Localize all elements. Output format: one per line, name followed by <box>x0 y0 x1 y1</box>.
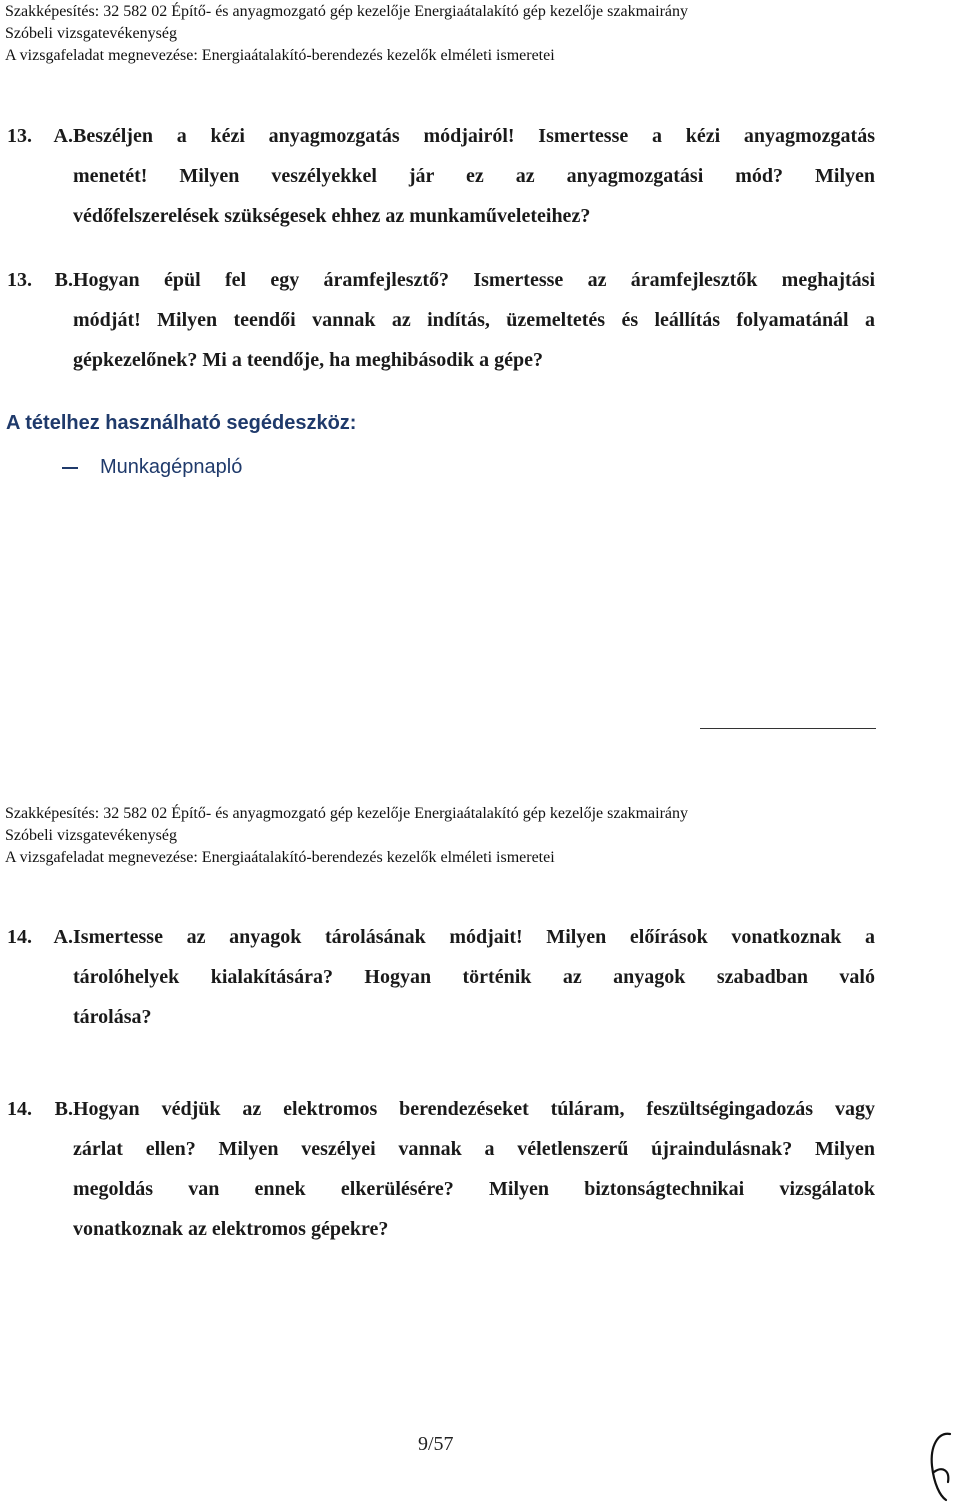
question-text-line: megoldás van ennek elkerülésére? Milyen biztonságtechnikai vizsgálatok <box>73 1178 875 1200</box>
question-text-line: Hogyan védjük az elektromos berendezéseket túláram, feszültségingadozás vagy <box>73 1098 875 1120</box>
question-text-line: tárolóhelyek kialakítására? Hogyan történik az anyagok szabadban való <box>73 966 875 988</box>
question-text-line: zárlat ellen? Milyen veszélyei vannak a véletlenszerű újraindulásnak? Milyen <box>73 1138 875 1160</box>
header-line-3: A vizsgafeladat megnevezése: Energiaátalakító-berendezés kezelők elméleti ismeretei <box>5 849 555 866</box>
header-line-1: Szakképesítés: 32 582 02 Építő- és anyagmozgató gép kezelője Energiaátalakító gép kezelője szakmairány <box>5 805 689 822</box>
aid-heading: A tételhez használható segédeszköz: <box>6 412 357 434</box>
question-text-line: gépkezelőnek? Mi a teendője, ha meghibásodik a gépe? <box>73 349 543 371</box>
question-text-line: menetét! Milyen veszélyekkel jár ez az anyagmozgatási mód? Milyen <box>73 165 875 187</box>
dash-bullet-icon <box>62 467 78 469</box>
question-text-line: védőfelszerelések szükségesek ehhez az munkaműveleteihez? <box>73 205 591 227</box>
question-14a <box>7 917 875 1037</box>
question-text-line: tárolása? <box>73 1006 152 1028</box>
question-label: 13. B. <box>7 269 73 291</box>
question-text-line: módját! Milyen teendői vannak az indítás, üzemeltetés és leállítás folyamatánál a <box>73 309 875 331</box>
question-label: 14. A. <box>7 926 73 948</box>
question-13b <box>7 260 875 380</box>
separator-line <box>700 728 876 729</box>
aid-item-label: Munkagépnapló <box>100 456 243 478</box>
question-14b <box>7 1089 875 1249</box>
question-label: 14. B. <box>7 1098 73 1120</box>
question-label: 13. A. <box>7 125 73 147</box>
signature-mark <box>920 1426 960 1506</box>
header-line-3: A vizsgafeladat megnevezése: Energiaátalakító-berendezés kezelők elméleti ismeretei <box>5 47 555 64</box>
question-13a <box>7 116 875 236</box>
question-text-line: Hogyan épül fel egy áramfejlesztő? Ismertesse az áramfejlesztők meghajtási <box>73 269 875 291</box>
question-text-line: Ismertesse az anyagok tárolásának módjait! Milyen előírások vonatkoznak a <box>73 926 875 948</box>
header-line-1: Szakképesítés: 32 582 02 Építő- és anyagmozgató gép kezelője Energiaátalakító gép kezelője szakmairány <box>5 3 689 20</box>
page-number: 9/57 <box>418 1433 454 1455</box>
question-text-line: Beszéljen a kézi anyagmozgatás módjairól! Ismertesse a kézi anyagmozgatás <box>73 125 875 147</box>
question-text-line: vonatkoznak az elektromos gépekre? <box>73 1218 389 1240</box>
header-line-2: Szóbeli vizsgatevékenység <box>5 25 177 42</box>
header-line-2: Szóbeli vizsgatevékenység <box>5 827 177 844</box>
aid-list-item <box>62 456 242 479</box>
